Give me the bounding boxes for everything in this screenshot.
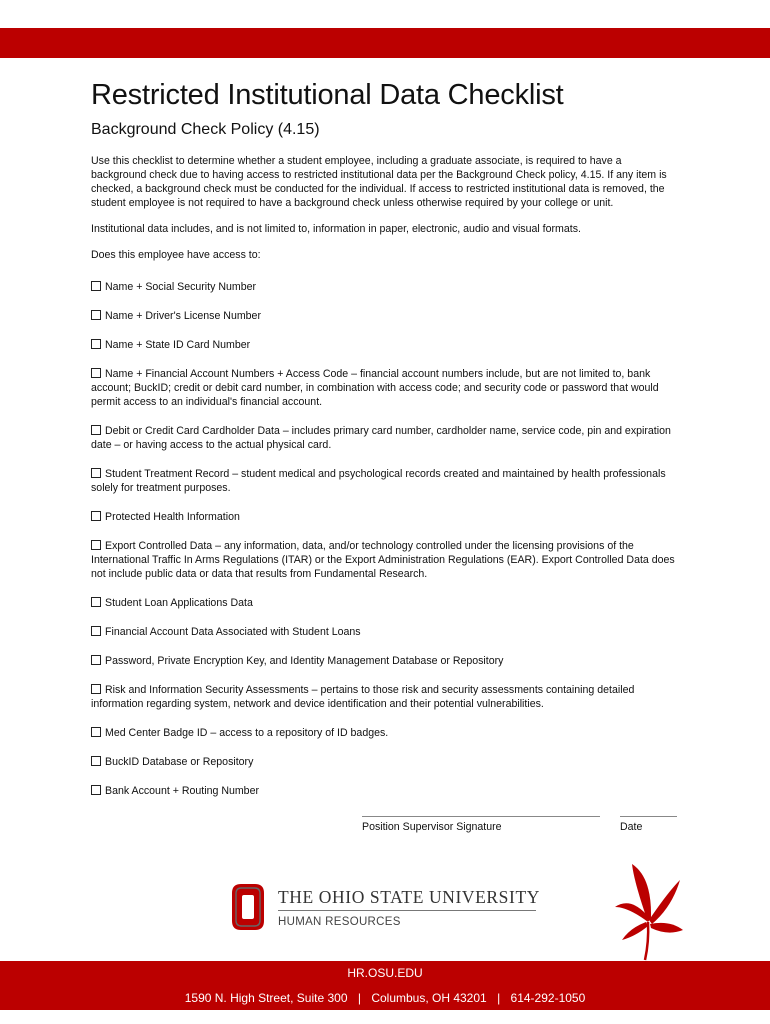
checklist-item [91,309,676,323]
checklist-document [91,78,676,798]
checklist-item [91,424,676,452]
checklist-item [91,625,676,639]
intro-paragraph: Use this checklist to determine whether a student employee, including a graduate associate, is required to have a background check due to having access to restricted institutional data per the Background Check policy, 4.15. If any item is checked, a background check must be conducted for the individual. If access to restricted institutional data is removed, the student employee is not required to have a background check unless otherwise required by your college or unit. [91,155,667,209]
date-line [620,816,677,817]
checklist-item-label: Name + State ID Card Number [105,339,251,351]
checkbox[interactable] [91,626,101,636]
footer-separator: | [497,991,501,1005]
checklist-item [91,367,676,409]
footer-contact [0,991,770,1006]
department-name: HUMAN RESOURCES [278,916,401,928]
checklist-item [91,596,676,610]
checkbox[interactable] [91,540,101,550]
checklist-item [91,654,676,668]
checklist-item-label: Protected Health Information [105,511,240,523]
checklist-item [91,683,676,711]
checkbox[interactable] [91,281,101,291]
checklist-item-label: Bank Account + Routing Number [105,785,259,797]
university-name: THE OHIO STATE UNIVERSITY [278,887,540,907]
footer-address: 1590 N. High Street, Suite 300 [184,991,348,1005]
formats-note: Institutional data includes, and is not limited to, information in paper, electronic, audio and visual formats. [91,223,581,235]
checklist-item-label: Risk and Information Security Assessments – pertains to those risk and security assessments containing detailed information regarding system, network and device identification and their potential vulnerabilities. [91,684,635,710]
logo-divider [278,910,536,911]
checkbox[interactable] [91,468,101,478]
checklist-item-label: Export Controlled Data – any information, data, and/or technology controlled under the licensing provisions of the International Traffic In Arms Regulations (ITAR) or the Export Administration Regulations (EAR). Export Controlled Data does not include public data or data that results from Fundamental Research. [91,540,675,580]
checkbox[interactable] [91,368,101,378]
checklist-item-label: Name + Financial Account Numbers + Access Code – financial account numbers include, but are not limited to, bank account; BuckID; credit or debit card number, in combination with access code; and security code or password that would permit access to an individual's financial account. [91,368,659,408]
checklist-item [91,510,676,524]
checklist-item-label: Financial Account Data Associated with Student Loans [105,626,361,638]
top-brand-bar [0,28,770,58]
checklist-item [91,784,676,798]
checklist-item [91,539,676,581]
checkbox[interactable] [91,756,101,766]
checkbox[interactable] [91,727,101,737]
footer-phone[interactable]: 614-292-1050 [510,991,586,1005]
osu-hr-logo [232,884,542,936]
checklist-item-label: Student Treatment Record – student medical and psychological records created and maintained by health professionals solely for treatment purposes. [91,468,666,494]
checklist-item-label: Password, Private Encryption Key, and Identity Management Database or Repository [105,655,504,667]
buckeye-leaf-icon [608,852,683,962]
footer-separator: | [357,991,361,1005]
date-label: Date [620,821,643,833]
checklist-item-label: Student Loan Applications Data [105,597,253,609]
signature-line [362,816,600,817]
checklist-item [91,726,676,740]
checkbox[interactable] [91,339,101,349]
checklist-item-label: Med Center Badge ID – access to a repository of ID badges. [105,727,389,739]
checklist-item [91,280,676,294]
supervisor-signature-field[interactable] [362,816,600,833]
checkbox[interactable] [91,425,101,435]
checklist-item [91,755,676,769]
date-field[interactable] [620,816,677,833]
checklist-item-label: Name + Driver's License Number [105,310,261,322]
supervisor-signature-label: Position Supervisor Signature [362,821,502,833]
checkbox[interactable] [91,511,101,521]
footer-bar [0,961,770,1010]
access-question: Does this employee have access to: [91,249,261,261]
page-subtitle: Background Check Policy (4.15) [91,121,320,138]
footer-website[interactable]: HR.OSU.EDU [347,966,423,980]
checkbox[interactable] [91,310,101,320]
block-o-icon [232,884,264,930]
checkbox[interactable] [91,597,101,607]
checklist-item-label: BuckID Database or Repository [105,756,254,768]
checkbox[interactable] [91,785,101,795]
checklist-item [91,338,676,352]
checkbox[interactable] [91,684,101,694]
footer-city: Columbus, OH 43201 [371,991,487,1005]
checklist-item-label: Name + Social Security Number [105,281,257,293]
page-title: Restricted Institutional Data Checklist [91,79,564,111]
checklist-item [91,467,676,495]
checkbox[interactable] [91,655,101,665]
checklist-item-label: Debit or Credit Card Cardholder Data – includes primary card number, cardholder name, service code, pin and expiration date – or having access to the actual physical card. [91,425,671,451]
